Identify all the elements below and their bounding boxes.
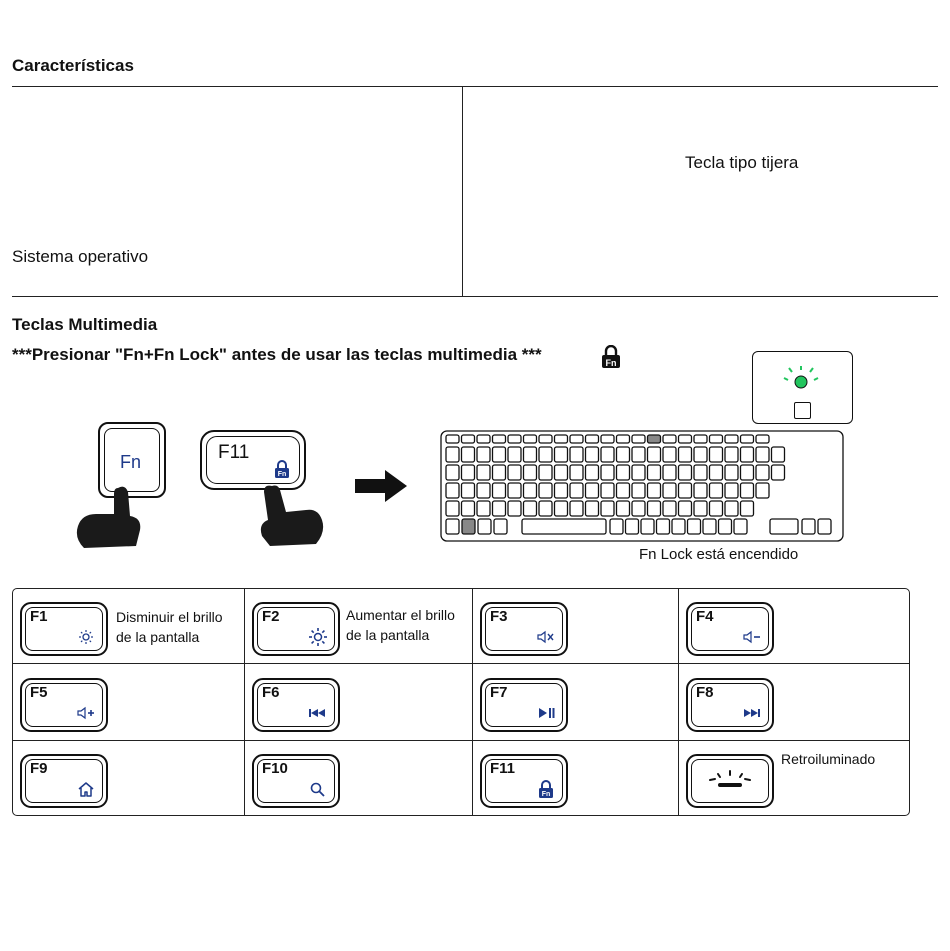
divider: [462, 86, 463, 296]
fn-lock-icon: [600, 345, 622, 369]
mute-icon: [536, 628, 556, 646]
fn-lock-caption: Fn Lock está encendido: [639, 546, 799, 563]
led-indicator-icon: [781, 366, 821, 390]
key-label: F4: [696, 608, 714, 625]
f1-key: [20, 602, 108, 656]
key-label: F8: [696, 684, 714, 701]
divider: [13, 663, 909, 664]
arrow-right-icon: [355, 470, 407, 502]
key-label: F9: [30, 760, 48, 777]
f3-key: [480, 602, 568, 656]
pointing-hand-icon: [70, 482, 150, 552]
key-label: F6: [262, 684, 280, 701]
os-label: Sistema operativo: [12, 247, 149, 266]
f6-key: [252, 678, 340, 732]
play-pause-icon: [536, 704, 556, 722]
previous-track-icon: [308, 704, 328, 722]
f4-key: [686, 602, 774, 656]
f2-key: [252, 602, 340, 656]
key-description: Disminuir el brillo de la pantalla: [116, 609, 223, 645]
backlight-icon: [708, 770, 752, 792]
key-label: F2: [262, 608, 280, 625]
divider: [678, 589, 679, 815]
f8-key: [686, 678, 774, 732]
brightness-up-icon: [308, 628, 328, 646]
pointing-hand-icon: [252, 480, 332, 550]
divider: [244, 589, 245, 815]
f5-key: [20, 678, 108, 732]
led-callout: [752, 351, 853, 424]
fn-key-label: Fn: [120, 452, 142, 472]
divider: [13, 740, 909, 741]
key-label: F11: [490, 760, 516, 777]
key-label: F10: [262, 760, 288, 777]
divider: [472, 589, 473, 815]
key-label: F5: [30, 684, 48, 701]
key-label: F7: [490, 684, 508, 701]
divider: [12, 296, 938, 297]
fn-lock-instruction: ***Presionar "Fn+Fn Lock" antes de usar las teclas multimedia ***: [12, 345, 542, 364]
divider: [12, 86, 938, 87]
f9-key: [20, 754, 108, 808]
f7-key: [480, 678, 568, 732]
key-description: Retroiluminado: [781, 751, 876, 767]
keyboard-illustration: [440, 430, 844, 542]
f11-key-label: F11: [218, 442, 250, 463]
svg-text:Fn: Fn: [605, 358, 617, 368]
section-title-features: Características: [12, 56, 134, 75]
backlight-key: [686, 754, 774, 808]
svg-text:Fn: Fn: [277, 471, 287, 478]
volume-up-icon: [76, 704, 96, 722]
search-icon: [308, 780, 328, 798]
section-title-multimedia: Teclas Multimedia: [12, 315, 158, 334]
key-description: Aumentar el brillo de la pantalla: [346, 607, 455, 643]
key-label: F1: [30, 608, 48, 625]
svg-text:Fn: Fn: [541, 791, 551, 798]
brightness-down-icon: [76, 628, 96, 646]
key-label: F3: [490, 608, 508, 625]
home-icon: [76, 780, 96, 798]
f11-key: [480, 754, 568, 808]
fn-lock-icon: [274, 460, 290, 478]
scissor-key-label: Tecla tipo tijera: [685, 153, 799, 172]
next-track-icon: [742, 704, 762, 722]
volume-down-icon: [742, 628, 762, 646]
fn-lock-icon: [536, 780, 556, 798]
f10-key: [252, 754, 340, 808]
